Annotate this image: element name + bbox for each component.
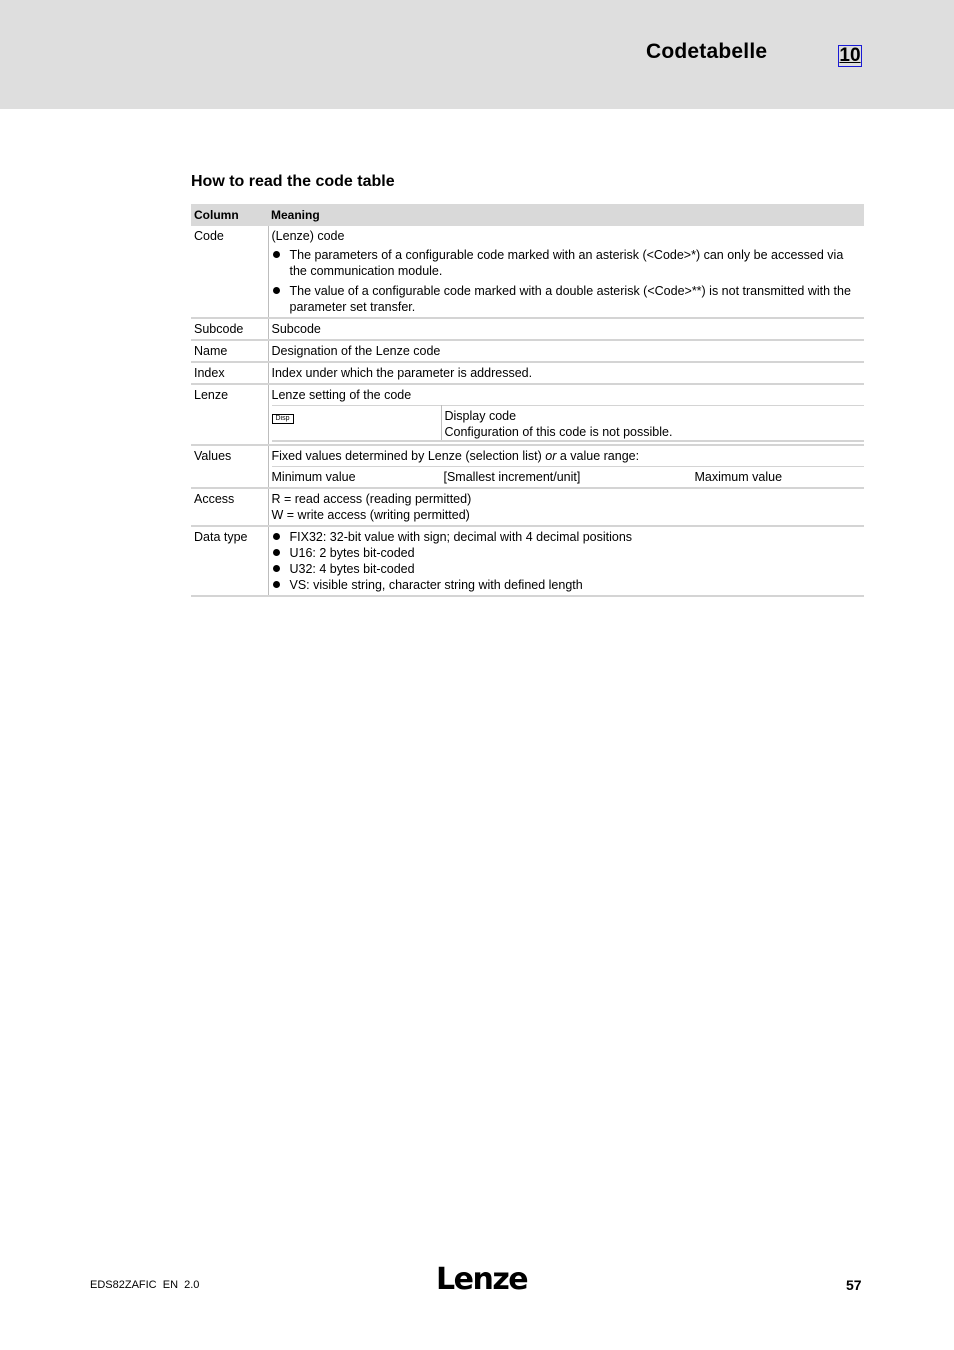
page-number: 57 — [846, 1277, 862, 1293]
list-item: FIX32: 32-bit value with sign; decimal with 4 decimal positions — [272, 529, 865, 545]
range-max: Maximum value — [694, 470, 783, 484]
header-band — [0, 0, 954, 109]
row-meaning: Index under which the parameter is addressed. — [268, 362, 864, 384]
code-table — [191, 204, 864, 597]
column-header-column: Column — [191, 204, 268, 226]
value-range-row — [272, 466, 865, 485]
datatype-bullet-list — [272, 529, 865, 593]
row-meaning: Designation of the Lenze code — [268, 340, 864, 362]
row-label: Name — [191, 340, 268, 362]
row-meaning: Subcode — [268, 318, 864, 340]
table-row-values — [191, 445, 864, 488]
disp-description — [441, 406, 864, 442]
section-heading: How to read the code table — [191, 173, 395, 190]
row-label: Lenze — [191, 384, 268, 445]
code-bullet-list — [272, 247, 865, 315]
table-header-row — [191, 204, 864, 226]
disp-icon-cell — [272, 406, 442, 442]
values-text-before: Fixed values determined by Lenze (selection list) — [271, 449, 546, 463]
disp-desc-line-2: Configuration of this code is not possible. — [444, 425, 673, 439]
chapter-number-link[interactable]: 10 — [839, 45, 861, 66]
row-label: Index — [191, 362, 268, 384]
values-text — [272, 448, 865, 464]
list-item: VS: visible string, character string with defined length — [272, 577, 865, 593]
access-read: R = read access (reading permitted) — [271, 492, 472, 506]
table-row-index — [191, 362, 864, 384]
row-label: Values — [191, 445, 268, 488]
display-code-icon: Disp — [272, 414, 294, 424]
lenze-logo: Lenze — [436, 1262, 528, 1297]
lenze-sub-table — [272, 405, 865, 442]
table-row-subcode — [191, 318, 864, 340]
values-text-emph: or — [545, 449, 557, 463]
lenze-text: Lenze setting of the code — [271, 388, 412, 402]
row-meaning — [268, 384, 864, 445]
row-meaning — [268, 226, 864, 318]
list-item: The parameters of a configurable code marked with an asterisk (<Code>*) can only be accessed via the communication module. — [272, 247, 865, 279]
row-meaning — [268, 445, 864, 488]
table-row-code — [191, 226, 864, 318]
list-item: The value of a configurable code marked with a double asterisk (<Code>**) is not transmitted with the parameter set transfer. — [272, 283, 865, 315]
row-label: Subcode — [191, 318, 268, 340]
table-row-lenze — [191, 384, 864, 445]
values-text-after: a value range: — [556, 449, 640, 463]
range-increment: [Smallest increment/unit] — [443, 470, 581, 484]
code-intro: (Lenze) code — [271, 229, 345, 243]
disp-desc-line-1: Display code — [444, 409, 517, 423]
table-row-name — [191, 340, 864, 362]
access-write: W = write access (writing permitted) — [271, 508, 470, 522]
column-header-meaning: Meaning — [268, 204, 864, 226]
row-label: Access — [191, 488, 268, 526]
range-min: Minimum value — [271, 470, 356, 484]
row-label: Data type — [191, 526, 268, 596]
list-item: U16: 2 bytes bit-coded — [272, 545, 865, 561]
table-row-datatype — [191, 526, 864, 596]
row-label: Code — [191, 226, 268, 318]
row-meaning — [268, 526, 864, 596]
table-row-access — [191, 488, 864, 526]
row-meaning — [268, 488, 864, 526]
chapter-title: Codetabelle — [646, 40, 768, 63]
footer-document-id: EDS82ZAFIC EN 2.0 — [90, 1279, 200, 1291]
list-item: U32: 4 bytes bit-coded — [272, 561, 865, 577]
